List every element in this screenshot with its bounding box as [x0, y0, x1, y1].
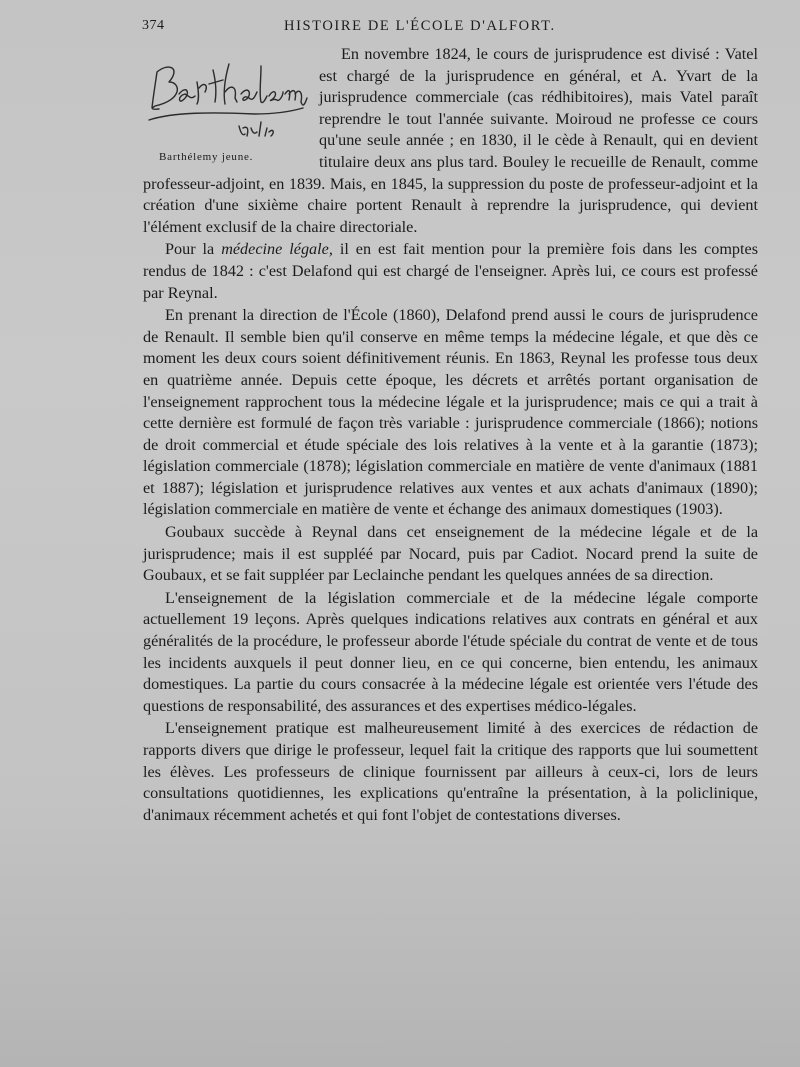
text-run: En prenant la direction de l'École (1860), Delafond prend aussi le cours de jurisprudence de Renault. Il semble bien qu'il conserve en même temps la médecine légale, et que dès ce moment les deux cours soient définitivement réunis. En 1863, Reynal les professe tous deux en quatrième année. Depuis cette époque, les décrets et arrêtés portant organisation de l'enseignement rapprochent tous la médecine légale et la jurisprudence; mais ce qui a trait à cette dernière est formulé de façon très variable : jurisprudence commerciale (1866); notions de droit commercial et étude spéciale des lois relatives à la vente et à la garantie (1873); législation commerciale (1878); législation commerciale en matière de vente d'animaux (1881 et 1887); législation et jurisprudence relatives aux ventes et aux achats d'animaux (1890); législation commerciale en matière de vente et échange des animaux domestiques (1903).	[143, 306, 758, 519]
text-run: L'enseignement pratique est malheureusement limité à des exercices de rédaction de rapports divers que dirige le professeur, lequel fait la critique des rapports que lui soumettent les élèves. Les professeurs de clinique fournissent par ailleurs à ceux-ci, lors de leurs consultations quotidiennes, les explications qu'entraîne la présentation, à la policlinique, d'animaux récemment achetés et qui font l'objet de contestations diverses.	[143, 719, 758, 824]
text-run: Pour la	[165, 240, 222, 259]
running-title: HISTOIRE DE L'ÉCOLE D'ALFORT.	[284, 18, 556, 34]
paragraph	[143, 305, 758, 521]
text-run: , il en est fait mention pour la première fois dans les comptes rendus de 1842 : c'est Delafond qui est chargé de l'enseigner. Après lui, ce cours est professé par Reynal.	[143, 240, 758, 302]
paragraph	[143, 588, 758, 718]
signature-caption: Barthélemy jeune.	[159, 151, 254, 163]
signature-figure	[143, 48, 315, 172]
italic-term: médecine légale	[221, 240, 329, 259]
paragraph	[143, 718, 758, 826]
paragraph	[143, 522, 758, 587]
text-run: Goubaux succède à Reynal dans cet enseignement de la médecine légale et de la jurisprudence; mais il est suppléé par Nocard, puis par Cadiot. Nocard prend la suite de Goubaux, et se fait suppléer par Leclainche pendant les quelques années de sa direction.	[143, 523, 758, 585]
page-number: 374	[142, 18, 165, 33]
text-run: En novembre 1824, le cours de jurisprudence est divisé : Vatel est chargé de la jurisprudence en général, et A. Yvart de la jurisprudence commerciale (cas rédhibitoires), mais Vatel paraît reprendre le tout l'année suivante. Moiroud ne professe ce cours qu'une seule année ; en 1830, il le cède à Renault, qui en devient titulaire deux ans plus tard. Bouley le recueille de Renault, comme professeur-adjoint, en 1839. Mais, en 1845, la suppression du poste de professeur-adjoint et la création d'une sixième chaire portent Renault à reprendre la jurisprudence, qui devient l'élément exclusif de la chaire directoriale.	[143, 45, 758, 236]
text-run: L'enseignement de la législation commerciale et de la médecine légale comporte actuellement 19 leçons. Après quelques indications relatives aux contrats en général et aux généralités de la procédure, le professeur aborde l'étude spéciale du contrat de vente et de tous les incidents auxquels il peut donner lieu, en ce qui concerne, bien entendu, les animaux domestiques. La partie du cours consacrée à la médecine légale est orientée vers l'étude des questions de responsabilité, des assurances et des expertises médico-légales.	[143, 588, 758, 715]
body-text	[143, 44, 758, 826]
page-header	[142, 18, 764, 44]
paragraph	[143, 239, 758, 304]
handwritten-signature	[143, 48, 311, 140]
